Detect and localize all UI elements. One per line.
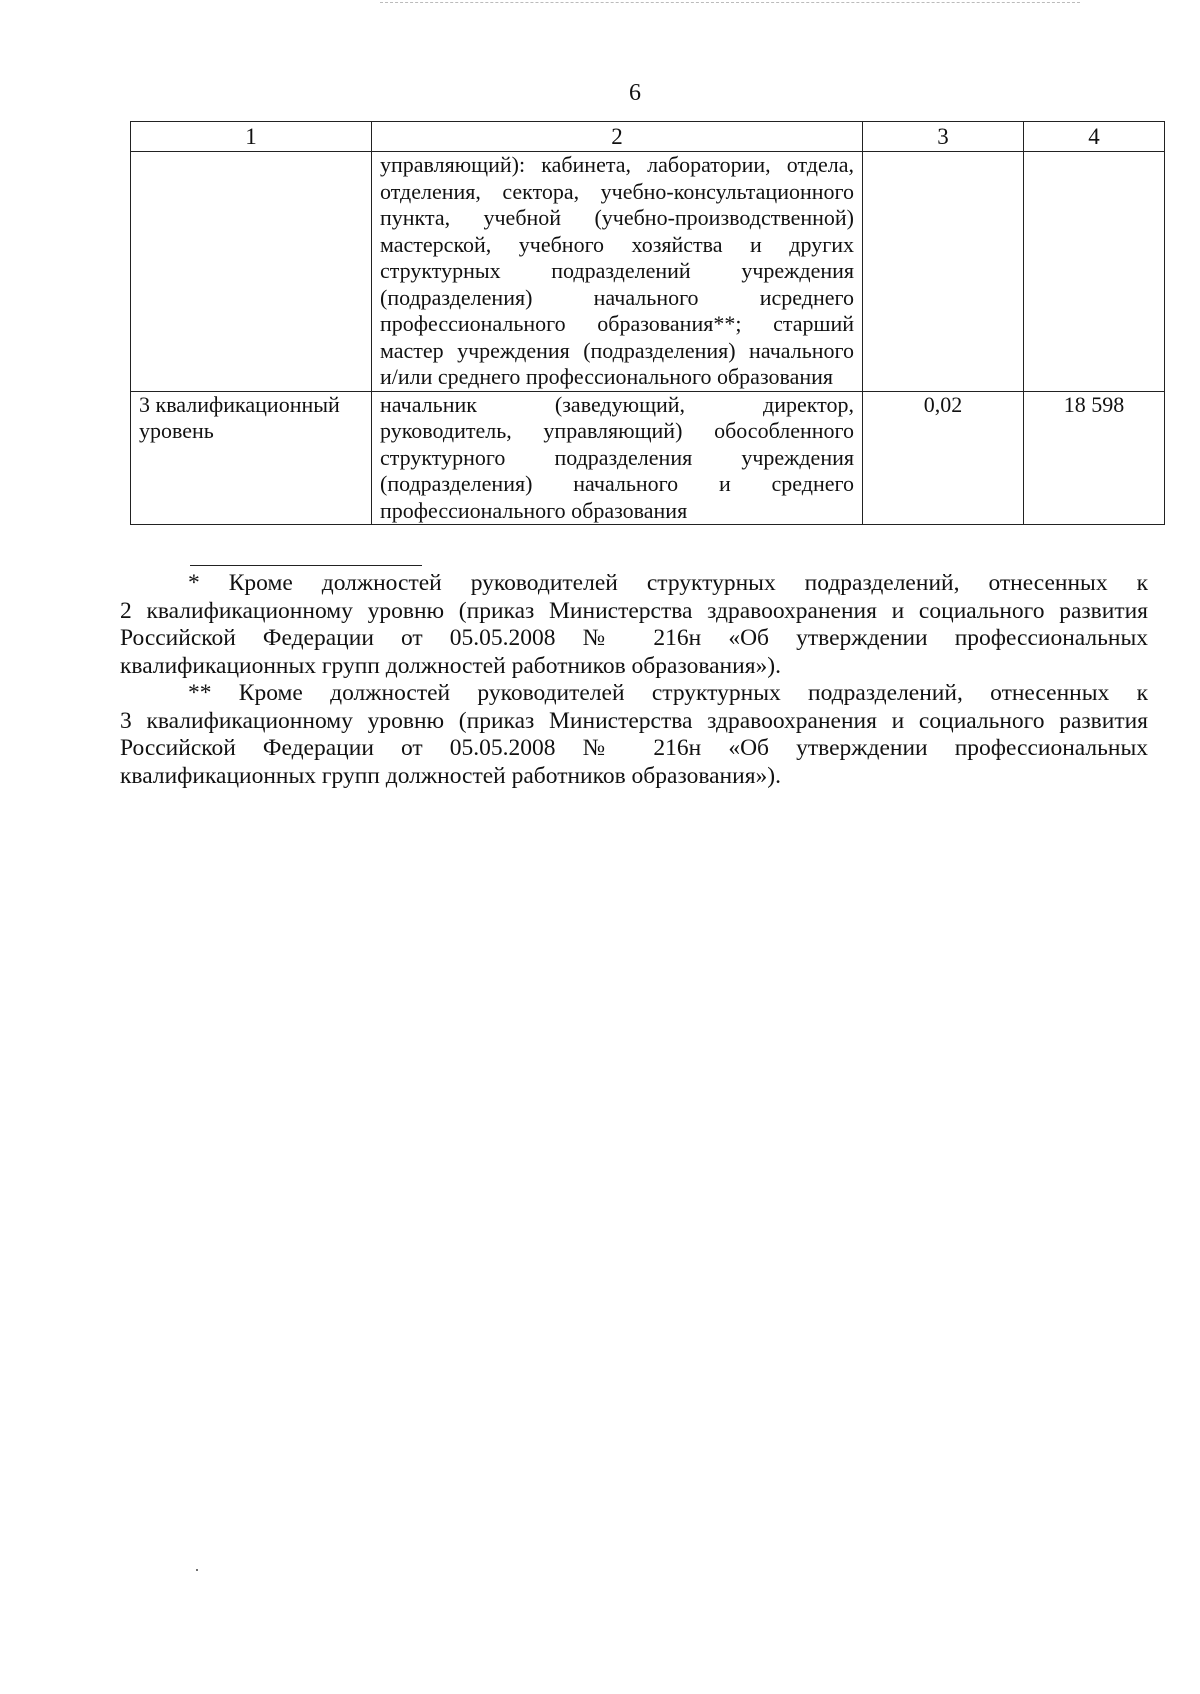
description-line: структурного подразделения учреждения [380,444,854,470]
scan-artifact-line [380,2,1080,3]
footnote-line: * Кроме должностей руководителей структурных подразделений, отнесенных к [188,570,1148,596]
description-line: профессионального образования**; старший [380,311,854,336]
amount-cell [1024,152,1165,392]
level-cell [131,152,372,392]
table-row [131,391,1165,525]
footnote-line: квалификационных групп должностей работников образования»). [120,652,781,679]
description-line: и/или среднего профессионального образования [380,364,834,389]
level-cell: 3 квалификационный уровень [131,391,372,525]
table-row [131,152,1165,392]
description-line: мастерской, учебного хозяйства и других [380,231,854,257]
description-line: (подразделения) начального и среднего [380,471,854,496]
footnote-line: 2 квалификационному уровню (приказ Министерства здравоохранения и социального развития [120,597,1148,624]
coefficient-cell [863,152,1024,392]
description-line: руководитель, управляющий) обособленного [380,418,854,443]
salary-table [130,121,1165,525]
footnote-line: 3 квалификационному уровню (приказ Министерства здравоохранения и социального развития [120,707,1148,734]
footnote-line: Российской Федерации от 05.05.2008 № 216н «Об утверждении профессиональных [120,735,1148,761]
coefficient-cell: 0,02 [863,391,1024,525]
description-line: структурных подразделений учреждения [380,258,854,283]
footnote-1 [120,570,1148,680]
header-cell-2: 2 [372,122,863,152]
table-header-row [131,122,1165,152]
description-line: отделения, сектора, учебно-консультационного [380,178,854,204]
footnote-2 [120,680,1148,790]
description-text [380,392,854,525]
description-line: управляющий): кабинета, лаборатории, отдела, [380,152,854,177]
footnotes [120,570,1148,790]
header-cell-1: 1 [131,122,372,152]
description-cell [372,391,863,525]
description-cell [372,152,863,392]
header-cell-3: 3 [863,122,1024,152]
footnote-line: квалификационных групп должностей работников образования»). [120,762,781,789]
description-text [380,152,854,391]
footnote-line: ** Кроме должностей руководителей структурных подразделений, отнесенных к [188,680,1148,706]
description-line: профессионального образования [380,497,688,523]
description-line: мастер учреждения (подразделения) начального [380,337,854,363]
page-number: 6 [629,80,641,106]
description-line: начальник (заведующий, директор, [380,391,854,417]
description-line: (подразделения) начального исреднего [380,284,854,310]
amount-cell: 18 598 [1024,391,1165,525]
description-line: пункта, учебной (учебно-производственной) [380,205,854,230]
header-cell-4: 4 [1024,122,1165,152]
footnote-line: Российской Федерации от 05.05.2008 № 216н «Об утверждении профессиональных [120,625,1148,651]
scan-speck [196,1569,198,1571]
footnote-separator [190,565,422,566]
